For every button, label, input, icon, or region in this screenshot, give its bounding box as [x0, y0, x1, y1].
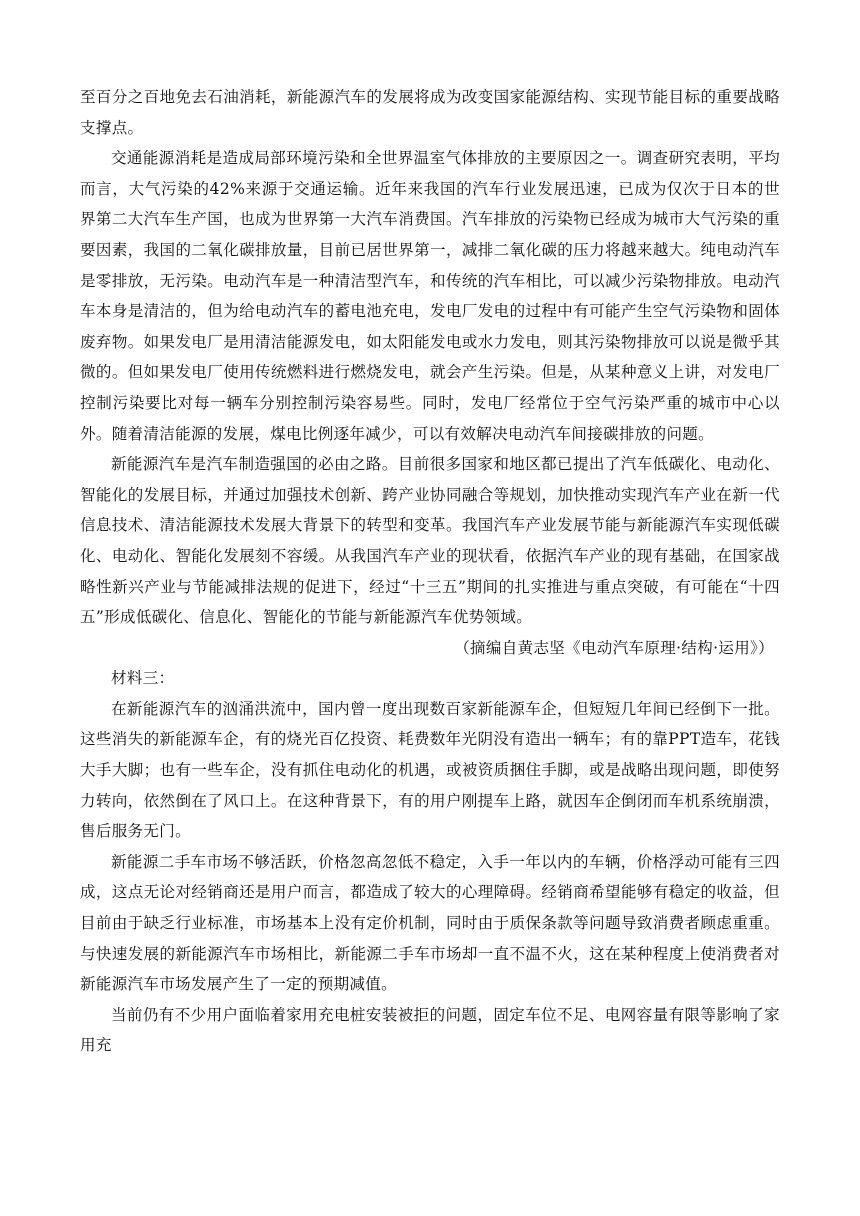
paragraph-new-energy-path: 新能源汽车是汽车制造强国的必由之路。目前很多国家和地区都已提出了汽车低碳化、电动化、智能化的发展目标，并通过加强技术创新、跨产业协同融合等规划，加快推动实现汽车产业在新一代信息技术、清洁能源技术发展大背景下的转型和变革。我国汽车产业发展节能与新能源汽车实现低碳化、电动化、智能化发展刻不容缓。从我国汽车产业的现状看，依据汽车产业的现有基础，在国家战略性新兴产业与节能减排法规的促进下，经过“十三五”期间的扎实推进与重点突破，有可能在“十四五”形成低碳化、信息化、智能化的节能与新能源汽车优势领域。	[80, 455, 780, 627]
paragraph-car-companies: 在新能源汽车的汹涌洪流中，国内曾一度出现数百家新能源车企，但短短几年间已经倒下一批。这些消失的新能源车企，有的烧光百亿投资、耗费数年光阴没有造出一辆车；有的靠PPT造车，花钱大手大脚；也有一些车企，没有抓住电动化的机遇，或被资质捆住手脚，或是战略出现问题，即使努力转向，依然倒在了风口上。在这种背景下，有的用户刚提车上路，就因车企倒闭而车机系统崩溃，售后服务无门。	[80, 699, 780, 841]
material-three-label: 材料三：	[111, 669, 175, 688]
document-body	[80, 82, 780, 1061]
paragraph-traffic-energy: 交通能源消耗是造成局部环境污染和全世界温室气体排放的主要原因之一。调查研究表明，平均而言，大气污染的42%来源于交通运输。近年来我国的汽车行业发展迅速，已成为仅次于日本的世界第二大汽车生产国，也成为世界第一大汽车消费国。汽车排放的污染物已经成为城市大气污染的重要因素，我国的二氧化碳排放量，目前已居世界第一，减排二氧化碳的压力将越来越大。纯电动汽车是零排放，无污染。电动汽车是一种清洁型汽车，和传统的汽车相比，可以减少污染物排放。电动汽车本身是清洁的，但为给电动汽车的蓄电池充电，发电厂发电的过程中有可能产生空气污染物和固体废弃物。如果发电厂是用清洁能源发电，如太阳能发电或水力发电，则其污染物排放可以说是微乎其微的。但如果发电厂使用传统燃料进行燃烧发电，就会产生污染。但是，从某种意义上讲，对发电厂控制污染要比对每一辆车分别控制污染容易些。同时，发电厂经常位于空气污染严重的城市中心以外。随着清洁能源的发展，煤电比例逐年减少，可以有效解决电动汽车间接碳排放的问题。	[80, 149, 780, 443]
source-citation: （摘编自黄志坚《电动汽车原理·结构·运用》）	[454, 638, 774, 657]
paragraph-used-car-market: 新能源二手车市场不够活跃，价格忽高忽低不稳定，入手一年以内的车辆，价格浮动可能有三四成，这点无论对经销商还是用户而言，都造成了较大的心理障碍。经销商希望能够有稳定的收益，但目前由于缺乏行业标准，市场基本上没有定价机制，同时由于质保条款等问题导致消费者顾虑重重。与快速发展的新能源汽车市场相比，新能源二手车市场却一直不温不火，这在某种程度上使消费者对新能源汽车市场发展产生了一定的预期减值。	[80, 852, 780, 994]
paragraph-charging-pile: 当前仍有不少用户面临着家用充电桩安装被拒的问题，固定车位不足、电网容量有限等影响了家用充	[80, 1005, 780, 1055]
paragraph-continuation: 至百分之百地免去石油消耗，新能源汽车的发展将成为改变国家能源结构、实现节能目标的重要战略支撑点。	[80, 88, 780, 137]
